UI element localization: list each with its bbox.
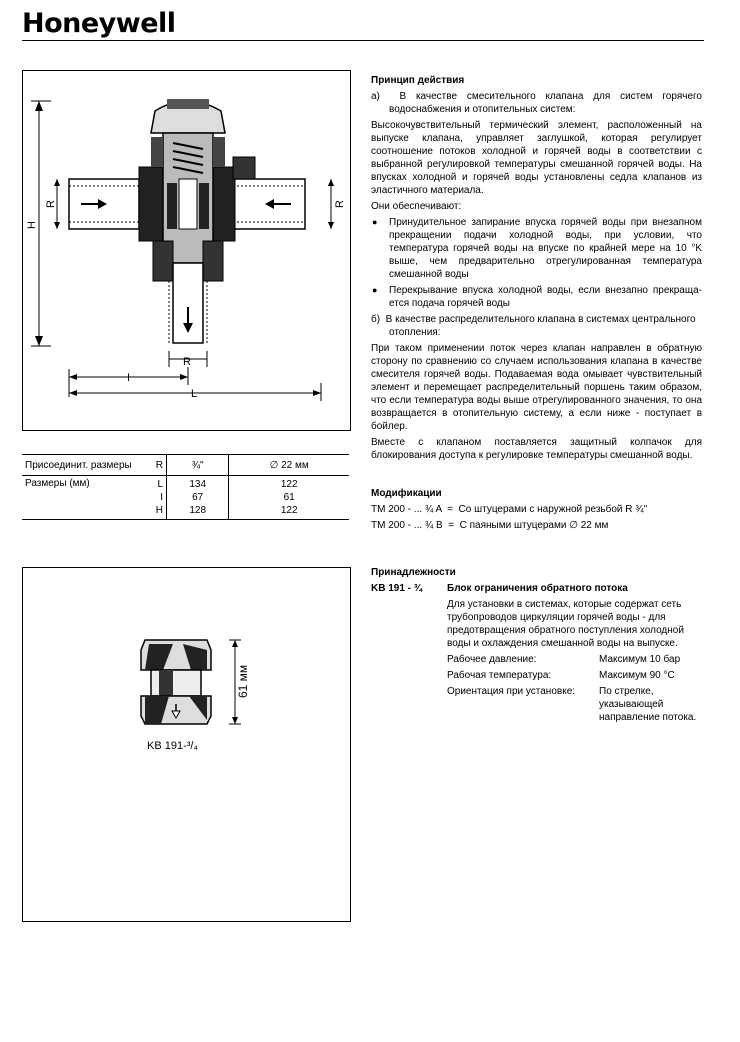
paragraph: При таком применении поток через клапан направлен в обратную сторону по сравнению со случаем использования клапана в качестве смесителя горячей воды. Подаваемая вода омывает чувствительный элемент и перемещает распределительный поршень таким образом, что если температура воды выше отрегулированного значения, то она возвращается в отопительную систему, а если ниже - поступает в бойлер. — [371, 343, 702, 432]
header-col1: ¾" — [167, 455, 229, 476]
value-cell: 128 — [189, 505, 207, 516]
principle-section — [371, 74, 702, 465]
spec-value: Максимум 90 °C — [599, 670, 675, 681]
dim-R-left-label: R — [45, 200, 57, 208]
dimensions-table — [22, 454, 349, 520]
list-item: TM 200 - ... ¾ A = Со штуцерами с наружной резьбой R ¾" — [371, 504, 648, 515]
spec-key: Рабочая температура: — [447, 670, 552, 681]
dim-H-label: H — [26, 221, 38, 229]
paragraph: б) В качестве распределительного клапана в системах центрального отопления: — [371, 314, 696, 338]
section-title: Принцип действия — [371, 75, 465, 86]
header-r: R — [146, 455, 167, 476]
value-cell: 122 — [280, 479, 298, 490]
accessories-section — [371, 566, 702, 727]
row-label: Размеры (мм) — [22, 476, 146, 520]
header-rule — [22, 40, 704, 41]
spec-row — [447, 685, 702, 724]
accessory-description: Для установки в системах, которые содержат сеть трубопроводов циркуляции горячей воды - для предотвращения обратного поступления холодной воды и охлаждения смешанной воды на выпуске. — [447, 599, 684, 649]
value-cell: 122 — [280, 505, 298, 516]
spec-row — [447, 669, 702, 682]
value-cell: 134 — [189, 479, 207, 490]
header-label: Присоединит. размеры — [22, 455, 146, 476]
accessory-name: Блок ограничения обратного потока — [447, 583, 628, 594]
value-cell: 67 — [192, 492, 204, 503]
accessory-code: KB 191 - ¾ — [371, 583, 423, 594]
value-cell: 61 — [283, 492, 295, 503]
paragraph: Они обеспечивают: — [371, 201, 462, 212]
header-col2: ∅ 22 мм — [229, 455, 349, 476]
spec-value: Максимум 10 бар — [599, 654, 681, 665]
list-item: TM 200 - ... ¾ B = С паяными штуцерами ∅ 22 мм — [371, 520, 609, 531]
dim-R-bottom-label: R — [183, 356, 191, 368]
paragraph: Вместе с клапаном поставляется защитный колпачок для блокирования доступа к регулировке температуры смешанной воды. — [371, 437, 702, 461]
dim-letter: H — [155, 505, 163, 516]
valve-diagram — [23, 71, 350, 430]
spec-key: Ориентация при установке: — [447, 686, 576, 697]
dim-letter: I — [160, 492, 163, 503]
table-row — [22, 476, 349, 520]
valve-diagram-box — [22, 70, 351, 431]
list-item: ● Принудительное запирание впуска горячей воды при внезапном прекращении подачи холодной воды, при условии, что температура горячей воды на впуске по крайней мере на 10 °K выше, чем предварительно отрегулированная температура смешанной воды — [371, 216, 702, 281]
list-item: ● Перекрывание впуска холодной воды, если внезапно прекраща-ется подача горячей воды — [371, 284, 702, 310]
dimension-61mm: 61 мм — [236, 664, 250, 698]
dim-R-right-label: R — [334, 200, 346, 208]
spec-value: По стрелке, указывающей направление потока. — [599, 686, 697, 723]
section-title: Принадлежности — [371, 567, 456, 578]
section-title: Модификации — [371, 488, 442, 499]
dim-L-label: L — [191, 388, 198, 400]
kb191-caption: KB 191-³/₄ — [147, 740, 198, 752]
modifications-section — [371, 487, 702, 535]
brand-logo: Honeywell — [22, 8, 176, 39]
spec-key: Рабочее давление: — [447, 654, 537, 665]
dim-I-label: I — [127, 372, 131, 384]
table-header-row — [22, 455, 349, 476]
spec-row — [447, 653, 702, 666]
dim-letter: L — [157, 479, 163, 490]
paragraph: a) В качестве смесительного клапана для систем горячего водоснабжения и отопительных систем: — [371, 91, 702, 115]
paragraph: Высокочувствительный термический элемент, расположенный на выпуске клапана, управляет заглушкой, которая регулирует соотношение потоков холодной и горячей воды в соответствии с выбранной регулировкой температуры смешанной горячей воды. На впусках холодной и горячей воды установлены седла клапанов из эластичного материала. — [371, 120, 702, 196]
